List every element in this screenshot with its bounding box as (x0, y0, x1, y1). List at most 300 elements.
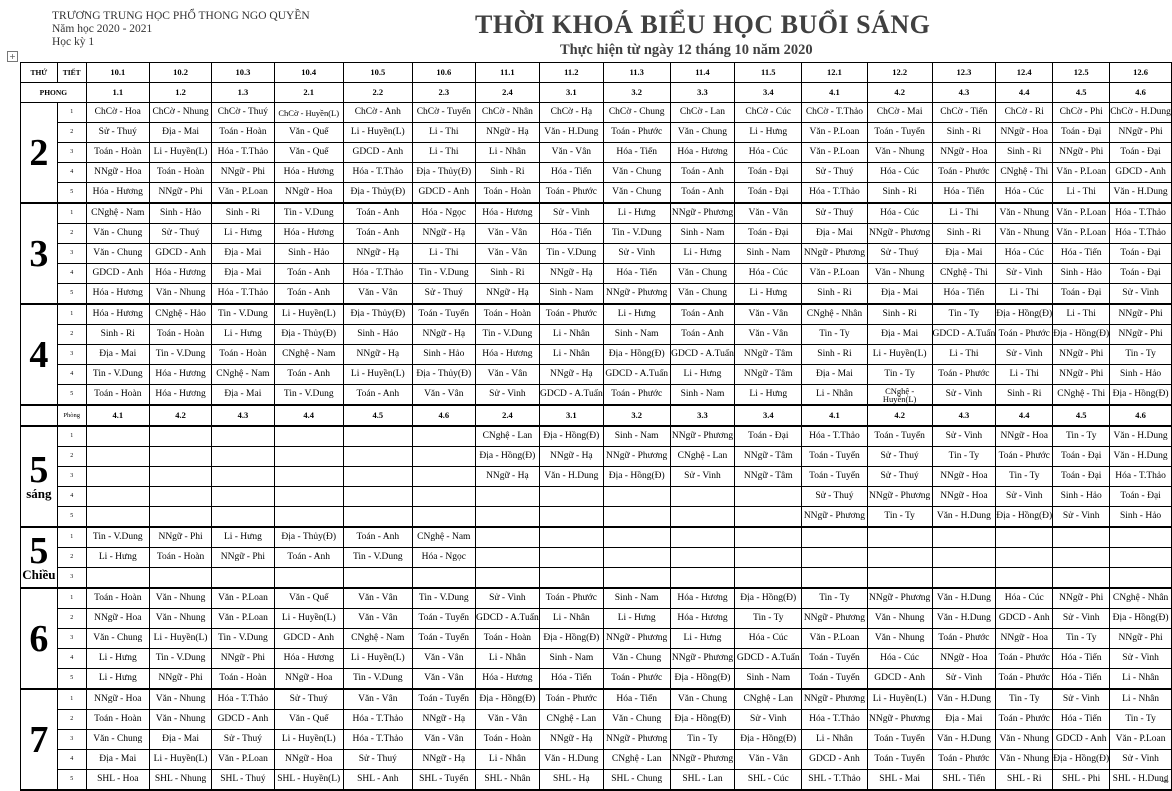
room-number: 4.3 (932, 405, 996, 426)
schedule-cell: Sinh - Hảo (1053, 487, 1110, 507)
period-number: 3 (57, 730, 86, 750)
page-subtitle: Thực hiện từ ngày 12 tháng 10 năm 2020 (560, 42, 813, 58)
schedule-cell: Văn - P.Loan (212, 588, 274, 609)
schedule-cell: Toán - Hoàn (212, 669, 274, 690)
schedule-cell: NNgữ - Phương (867, 487, 932, 507)
schedule-cell: NNgữ - Hạ (475, 284, 539, 305)
schedule-cell: Sử - Vinh (932, 385, 996, 406)
schedule-cell (212, 487, 274, 507)
schedule-cell: Sử - Vinh (996, 487, 1053, 507)
room-number: 2.3 (412, 83, 475, 103)
schedule-cell (670, 568, 735, 589)
period-number: 5 (57, 669, 86, 690)
schedule-cell: NNgữ - Hoa (996, 123, 1053, 143)
schedule-cell: Li - Thi (412, 143, 475, 163)
schedule-cell: Văn - H.Dung (539, 467, 603, 487)
schedule-cell (1053, 548, 1110, 568)
schedule-cell: Văn - Vân (735, 203, 802, 224)
class-name: 12.1 (802, 63, 868, 83)
schedule-cell: Toán - Phước (996, 649, 1053, 669)
period-row (21, 649, 1172, 669)
schedule-cell: NNgữ - Phi (149, 183, 211, 204)
schedule-cell: Hóa - Hương (274, 649, 343, 669)
schedule-cell: Văn - Nhung (149, 609, 211, 629)
schedule-cell: Hóa - T.Thảo (212, 689, 274, 710)
class-name: 11.2 (539, 63, 603, 83)
schedule-cell: Tin - Ty (867, 365, 932, 385)
schedule-cell (412, 568, 475, 589)
schedule-cell: Sử - Vinh (996, 264, 1053, 284)
schedule-cell: Địa - Thủy(Đ) (412, 365, 475, 385)
schedule-cell: GDCD - Anh (412, 183, 475, 204)
schedule-cell: Li - Thi (412, 123, 475, 143)
schedule-cell: Sinh - Ri (475, 264, 539, 284)
schedule-cell: NNgữ - Hạ (412, 750, 475, 770)
schedule-cell: Sinh - Ri (86, 325, 149, 345)
schedule-cell: Toán - Đại (1110, 143, 1172, 163)
schedule-cell: Toán - Hoàn (86, 710, 149, 730)
schedule-cell: Li - Nhân (539, 609, 603, 629)
schedule-cell: Sử - Thuý (867, 447, 932, 467)
schedule-cell: Li - Nhân (1110, 669, 1172, 690)
schedule-cell: NNgữ - Hạ (412, 325, 475, 345)
schedule-cell: Li - Huyền(L) (149, 629, 211, 649)
schedule-cell: Văn - Chung (603, 649, 670, 669)
schedule-cell: Toán - Hoàn (149, 325, 211, 345)
day-number: 5 (29, 530, 49, 572)
schedule-cell: CNghệ - Thi (1053, 385, 1110, 406)
schedule-cell: Tin - V.Dung (149, 345, 211, 365)
schedule-cell: Địa - Mai (867, 284, 932, 305)
schedule-cell: Toán - Đại (735, 163, 802, 183)
schedule-cell: Li - Nhân (802, 730, 868, 750)
schedule-cell: Toán - Anh (274, 264, 343, 284)
schedule-cell (212, 426, 274, 447)
schedule-cell: NNgữ - Hạ (539, 264, 603, 284)
schedule-cell: NNgữ - Phương (867, 224, 932, 244)
schedule-cell: Toán - Tuyến (802, 669, 868, 690)
schedule-cell: Li - Nhân (539, 325, 603, 345)
room-number: 4.4 (996, 83, 1053, 103)
period-row (21, 264, 1172, 284)
schedule-cell: Tin - Ty (1110, 345, 1172, 365)
schedule-cell: Văn - Vân (343, 689, 412, 710)
schedule-cell: Li - Huyền(L) (867, 689, 932, 710)
schedule-cell: Toán - Hoàn (475, 629, 539, 649)
class-name: 11.1 (475, 63, 539, 83)
schedule-cell: ChCờ - Hoa (86, 103, 149, 123)
schedule-cell: Địa - Hồng(Đ) (996, 507, 1053, 528)
schedule-cell: Toán - Phước (932, 629, 996, 649)
room-number: 2.4 (475, 83, 539, 103)
schedule-cell: Li - Hưng (735, 284, 802, 305)
period-number: 4 (57, 487, 86, 507)
schedule-cell: Hóa - Tiến (1053, 710, 1110, 730)
schedule-cell: Văn - Quế (274, 710, 343, 730)
schedule-cell: Li - Hưng (212, 224, 274, 244)
schedule-cell: Văn - H.Dung (539, 750, 603, 770)
room-number: 4.6 (1110, 405, 1172, 426)
schedule-cell (149, 447, 211, 467)
period-number: 3 (57, 568, 86, 589)
period-number: 1 (57, 689, 86, 710)
schedule-cell: Văn - P.Loan (802, 143, 868, 163)
class-name: 11.3 (603, 63, 670, 83)
schedule-cell: Địa - Hồng(Đ) (1110, 609, 1172, 629)
schedule-cell: Địa - Hồng(Đ) (475, 689, 539, 710)
schedule-cell: Địa - Mai (932, 710, 996, 730)
period-number: 2 (57, 548, 86, 568)
schedule-cell: Văn - P.Loan (212, 183, 274, 204)
schedule-cell (670, 527, 735, 548)
period-row (21, 123, 1172, 143)
schedule-cell: Văn - Nhung (867, 264, 932, 284)
schedule-cell: SHL - Hạ (539, 770, 603, 791)
schedule-cell: Toán - Phước (603, 669, 670, 690)
room-number: 4.4 (996, 405, 1053, 426)
schedule-cell: Toán - Phước (996, 325, 1053, 345)
schedule-cell (735, 548, 802, 568)
period-row (21, 507, 1172, 528)
schedule-cell: ChCờ - Thuý (212, 103, 274, 123)
schedule-cell: Văn - P.Loan (1110, 730, 1172, 750)
schedule-cell: Địa - Mai (932, 244, 996, 264)
schedule-cell: NNgữ - Hoa (274, 183, 343, 204)
schedule-cell: Toán - Phước (996, 447, 1053, 467)
schedule-cell: CNghệ - Huyền(L) (867, 385, 932, 406)
schedule-cell: NNgữ - Hoa (274, 750, 343, 770)
schedule-cell: Sinh - Ri (932, 123, 996, 143)
schedule-cell: Hóa - Hương (475, 669, 539, 690)
room-number: 4.1 (802, 405, 868, 426)
schedule-cell (802, 568, 868, 589)
schedule-cell: Toán - Phước (996, 669, 1053, 690)
schedule-cell: Tin - V.Dung (86, 365, 149, 385)
period-row (21, 183, 1172, 204)
schedule-cell: NNgữ - Hạ (539, 447, 603, 467)
schedule-cell: Hóa - T.Thảo (802, 710, 868, 730)
schedule-cell: SHL - Thuý (212, 770, 274, 791)
room-number: 3.4 (735, 405, 802, 426)
schedule-cell (539, 568, 603, 589)
schedule-cell: Toán - Tuyến (802, 467, 868, 487)
schedule-cell: Văn - P.Loan (1053, 163, 1110, 183)
schedule-cell: Sinh - Nam (735, 669, 802, 690)
schedule-cell: Toán - Hoàn (475, 730, 539, 750)
schedule-cell: NNgữ - Hoa (86, 689, 149, 710)
schedule-cell: SHL - Hoa (86, 770, 149, 791)
schedule-cell: Li - Huyền(L) (343, 649, 412, 669)
schedule-cell: Sinh - Ri (867, 304, 932, 325)
class-name: 11.5 (735, 63, 802, 83)
schedule-cell: NNgữ - Hạ (475, 467, 539, 487)
room-number: 4.6 (1110, 83, 1172, 103)
schedule-cell: Văn - Nhung (867, 629, 932, 649)
schedule-cell: Toán - Anh (343, 224, 412, 244)
schedule-cell: Tin - Ty (670, 730, 735, 750)
schedule-cell: Sử - Thuý (802, 203, 868, 224)
day-label (21, 103, 58, 204)
schedule-cell: Toán - Hoàn (212, 123, 274, 143)
schedule-cell: Địa - Mai (212, 264, 274, 284)
schedule-cell: Hóa - Tiến (539, 669, 603, 690)
period-row (21, 203, 1172, 224)
period-row (21, 629, 1172, 649)
schedule-cell: Văn - Nhung (996, 224, 1053, 244)
schedule-cell: Toán - Phước (932, 365, 996, 385)
schedule-cell (412, 467, 475, 487)
schedule-cell: Tin - Ty (802, 588, 868, 609)
schedule-cell: Văn - Nhung (996, 730, 1053, 750)
schedule-cell: Địa - Mai (86, 345, 149, 365)
schedule-cell: Hóa - Hương (149, 385, 211, 406)
schedule-cell: Sinh - Nam (539, 649, 603, 669)
schedule-cell: NNgữ - Phương (603, 447, 670, 467)
schedule-cell (603, 507, 670, 528)
period-number: 2 (57, 609, 86, 629)
class-name: 12.4 (996, 63, 1053, 83)
schedule-cell: Tin - V.Dung (274, 203, 343, 224)
schedule-cell: Hóa - T.Thảo (343, 710, 412, 730)
schedule-cell: Li - Hưng (86, 669, 149, 690)
schedule-cell: Sử - Vinh (603, 244, 670, 264)
schedule-cell: Địa - Mai (149, 123, 211, 143)
period-row (21, 689, 1172, 710)
schedule-cell: CNghệ - Lan (603, 750, 670, 770)
schedule-cell: Văn - Nhung (149, 588, 211, 609)
schedule-cell: Li - Hưng (86, 548, 149, 568)
schedule-cell (603, 548, 670, 568)
schedule-cell: NNgữ - Hạ (539, 730, 603, 750)
schedule-cell: Địa - Thủy(Đ) (343, 304, 412, 325)
schedule-cell: Sinh - Nam (670, 385, 735, 406)
schedule-cell (274, 467, 343, 487)
schedule-cell: Toán - Anh (343, 385, 412, 406)
schedule-cell: Li - Nhân (1110, 689, 1172, 710)
schedule-cell (343, 568, 412, 589)
schedule-cell: Sử - Vinh (475, 385, 539, 406)
schedule-cell: ChCờ - Lan (670, 103, 735, 123)
schedule-cell: Văn - Vân (343, 284, 412, 305)
schedule-cell: Hóa - Tiến (603, 143, 670, 163)
schedule-cell: Tin - V.Dung (475, 325, 539, 345)
period-column-label: TIẾT (57, 63, 86, 83)
schedule-cell: Địa - Hồng(Đ) (670, 710, 735, 730)
schedule-cell (1053, 527, 1110, 548)
schedule-cell (1053, 568, 1110, 589)
school-name: TRƯƠNG TRUNG HỌC PHỔ THONG NGO QUYỀN (52, 10, 310, 22)
schedule-cell: Toán - Tuyến (412, 689, 475, 710)
schedule-cell: Hóa - Cúc (735, 629, 802, 649)
schedule-cell: NNgữ - Tâm (735, 467, 802, 487)
schedule-cell: Li - Hưng (212, 325, 274, 345)
schedule-cell: Văn - Quế (274, 143, 343, 163)
schedule-cell: Hóa - Hương (86, 284, 149, 305)
room-row-spacer (21, 405, 58, 426)
schedule-cell: Hóa - Hương (475, 345, 539, 365)
class-name: 10.5 (343, 63, 412, 83)
schedule-cell: Toán - Hoàn (212, 345, 274, 365)
room-number: 3.3 (670, 83, 735, 103)
schedule-cell (996, 568, 1053, 589)
schedule-cell: Toán - Anh (343, 527, 412, 548)
schedule-cell (412, 426, 475, 447)
schedule-cell: Hóa - Cúc (867, 203, 932, 224)
room-number: 4.3 (932, 83, 996, 103)
schedule-cell: Hóa - Tiến (603, 689, 670, 710)
schedule-cell: Sử - Vinh (996, 345, 1053, 365)
schedule-cell (670, 507, 735, 528)
schedule-cell (475, 487, 539, 507)
schedule-cell: ChCờ - Tiến (932, 103, 996, 123)
schedule-cell (1110, 548, 1172, 568)
school-term: Học kỳ 1 (52, 36, 95, 48)
schedule-cell: CNghệ - Nam (412, 527, 475, 548)
schedule-cell: Văn - H.Dung (932, 689, 996, 710)
schedule-cell: NNgữ - Hoa (996, 426, 1053, 447)
period-row (21, 224, 1172, 244)
schedule-cell: Toán - Anh (343, 203, 412, 224)
schedule-cell: Sử - Vinh (1110, 649, 1172, 669)
schedule-cell: Văn - Nhung (867, 143, 932, 163)
schedule-cell: Hóa - Cúc (735, 143, 802, 163)
period-number: 4 (57, 264, 86, 284)
schedule-cell: Văn - P.Loan (1053, 203, 1110, 224)
room-number: 2.2 (343, 83, 412, 103)
schedule-cell: Sinh - Hảo (1110, 507, 1172, 528)
schedule-cell: Li - Nhân (802, 385, 868, 406)
period-number: 5 (57, 284, 86, 305)
schedule-cell: ChCờ - Cúc (735, 103, 802, 123)
schedule-cell: Văn - H.Dung (1110, 426, 1172, 447)
schedule-cell: NNgữ - Phương (802, 689, 868, 710)
schedule-cell (149, 487, 211, 507)
schedule-cell: Văn - Chung (603, 183, 670, 204)
period-row (21, 568, 1172, 589)
schedule-cell: Tin - Ty (735, 609, 802, 629)
schedule-cell: SHL - Nhung (149, 770, 211, 791)
schedule-cell: Toán - Phước (996, 710, 1053, 730)
schedule-cell: Tin - Ty (1053, 426, 1110, 447)
schedule-cell (149, 426, 211, 447)
schedule-cell: Sử - Thuý (149, 224, 211, 244)
schedule-cell: NNgữ - Phi (1053, 345, 1110, 365)
schedule-cell: Li - Huyền(L) (343, 365, 412, 385)
schedule-cell: NNgữ - Phương (670, 203, 735, 224)
schedule-cell: Địa - Thủy(Đ) (343, 183, 412, 204)
afternoon-room-row (21, 405, 1172, 426)
schedule-cell: GDCD - Anh (1110, 163, 1172, 183)
day-number: 4 (29, 333, 49, 376)
schedule-cell (802, 548, 868, 568)
schedule-cell: Địa - Hồng(Đ) (996, 304, 1053, 325)
schedule-cell: Hóa - Hương (86, 304, 149, 325)
schedule-cell: Hóa - Hương (670, 609, 735, 629)
period-number: 4 (57, 649, 86, 669)
schedule-cell (735, 568, 802, 589)
room-number: 3.3 (670, 405, 735, 426)
schedule-cell (86, 426, 149, 447)
schedule-cell (274, 568, 343, 589)
schedule-cell: Toán - Hoàn (86, 385, 149, 406)
period-number: 2 (57, 447, 86, 467)
schedule-cell: NNgữ - Hoa (932, 649, 996, 669)
schedule-cell: Sinh - Nam (603, 325, 670, 345)
schedule-cell: SHL - Tuyến (412, 770, 475, 791)
schedule-cell: Địa - Mai (867, 325, 932, 345)
schedule-cell: Toán - Tuyến (412, 609, 475, 629)
schedule-cell: NNgữ - Phương (603, 284, 670, 305)
schedule-cell: SHL - Huyền(L) (274, 770, 343, 791)
room-number: 2.1 (274, 83, 343, 103)
schedule-cell: Li - Thi (412, 244, 475, 264)
schedule-cell (1110, 568, 1172, 589)
room-number: 3.2 (603, 405, 670, 426)
schedule-cell: Tin - V.Dung (343, 669, 412, 690)
schedule-cell: Hóa - Hương (149, 264, 211, 284)
room-number: 2.4 (475, 405, 539, 426)
table-move-handle-icon[interactable]: + (7, 51, 18, 62)
day-session: Chiều (22, 567, 56, 582)
schedule-cell: Sinh - Hảo (274, 244, 343, 264)
schedule-cell (475, 507, 539, 528)
schedule-cell: Sinh - Ri (802, 345, 868, 365)
schedule-cell: NNgữ - Hạ (475, 123, 539, 143)
schedule-cell (539, 507, 603, 528)
schedule-cell: Địa - Hồng(Đ) (1053, 325, 1110, 345)
schedule-cell: Sinh - Nam (670, 224, 735, 244)
day-session: sáng (26, 486, 52, 501)
schedule-cell: CNghệ - Nam (274, 345, 343, 365)
schedule-cell: Li - Hưng (212, 527, 274, 548)
schedule-cell: Sinh - Hảo (1110, 365, 1172, 385)
period-row (21, 447, 1172, 467)
schedule-cell: Li - Hưng (603, 203, 670, 224)
schedule-cell: Văn - Vân (475, 224, 539, 244)
schedule-cell: Sử - Thuý (867, 244, 932, 264)
schedule-cell: Li - Thi (1053, 183, 1110, 204)
period-number: 3 (57, 345, 86, 365)
schedule-cell: Văn - Chung (86, 244, 149, 264)
schedule-cell: GDCD - A.Tuấn (932, 325, 996, 345)
schedule-cell: Toán - Tuyến (802, 447, 868, 467)
schedule-cell: NNgữ - Phi (212, 649, 274, 669)
schedule-cell: Sử - Thuý (274, 689, 343, 710)
schedule-cell: Toán - Phước (932, 163, 996, 183)
schedule-cell: NNgữ - Phi (1110, 629, 1172, 649)
room-number: 4.2 (867, 83, 932, 103)
schedule-cell: NNgữ - Phương (867, 710, 932, 730)
schedule-cell: Văn - Chung (86, 629, 149, 649)
class-header-row (21, 63, 1172, 83)
schedule-cell: Hóa - Hương (670, 588, 735, 609)
schedule-cell: Hóa - T.Thảo (1110, 224, 1172, 244)
schedule-cell (86, 568, 149, 589)
class-name: 11.4 (670, 63, 735, 83)
period-row (21, 770, 1172, 791)
period-row (21, 304, 1172, 325)
schedule-cell: SHL - Nhân (475, 770, 539, 791)
schedule-cell: CNghệ - Nhân (1110, 588, 1172, 609)
schedule-cell: Sinh - Ri (867, 183, 932, 204)
schedule-cell (212, 507, 274, 528)
schedule-cell (412, 507, 475, 528)
schedule-cell: Toán - Hoàn (149, 548, 211, 568)
day-number: 5 (29, 449, 49, 491)
schedule-cell (149, 507, 211, 528)
period-row (21, 710, 1172, 730)
schedule-cell (274, 487, 343, 507)
